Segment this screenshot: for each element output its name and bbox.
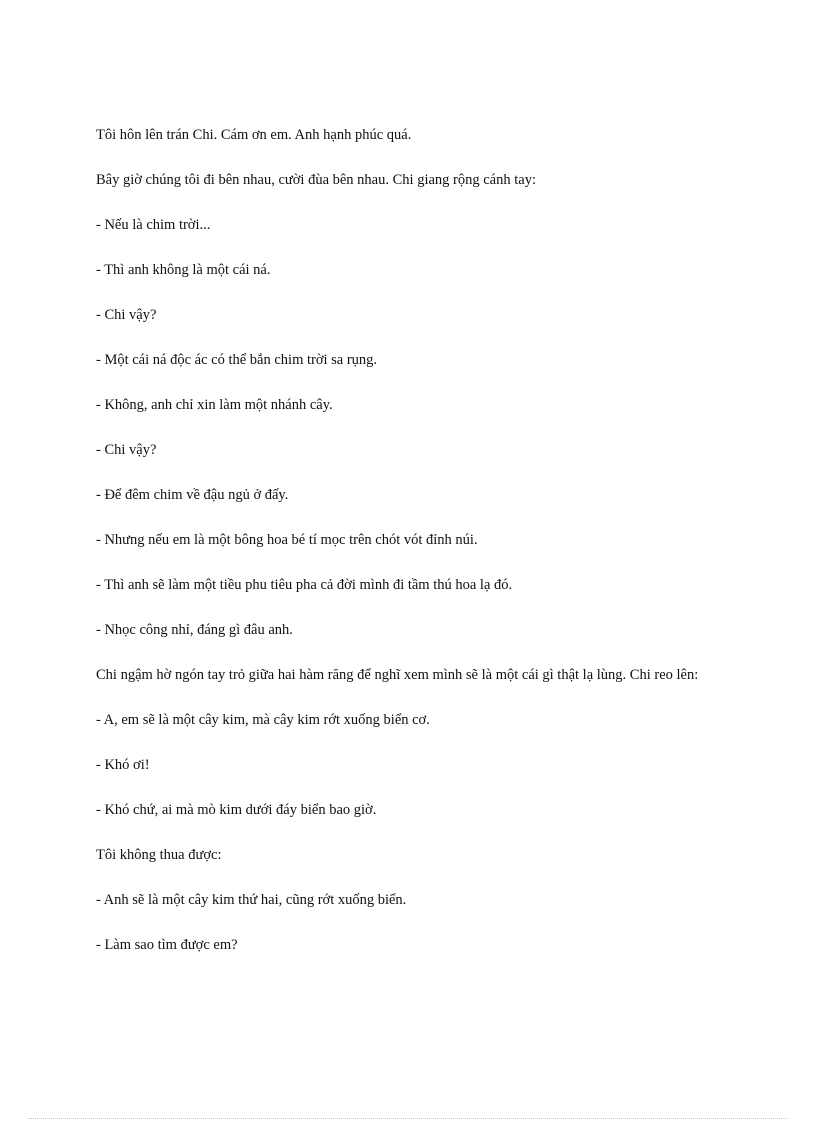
dialogue-line: - Khó chứ, ai mà mò kim dưới đáy biển bao giờ.	[96, 802, 377, 818]
dialogue-line: - Làm sao tìm được em?	[96, 937, 238, 953]
dialogue-line: - Nhưng nếu em là một bông hoa bé tí mọc trên chót vót đỉnh núi.	[96, 532, 478, 548]
paragraph: Bây giờ chúng tôi đi bên nhau, cười đùa bên nhau. Chi giang rộng cánh tay:	[96, 172, 536, 188]
page-bottom-divider	[28, 1118, 788, 1119]
dialogue-line: - Nhọc công nhỉ, đáng gì đâu anh.	[96, 622, 293, 638]
document-body	[96, 124, 712, 979]
dialogue-line: - Nếu là chim trời...	[96, 217, 211, 233]
dialogue-line: - Chi vậy?	[96, 442, 157, 458]
paragraph: Tôi hôn lên trán Chi. Cám ơn em. Anh hạnh phúc quá.	[96, 127, 412, 143]
dialogue-line: - Thì anh sẽ làm một tiều phu tiêu pha cả đời mình đi tầm thú hoa lạ đó.	[96, 577, 513, 593]
dialogue-line: - Anh sẽ là một cây kim thứ hai, cũng rớt xuống biển.	[96, 892, 407, 908]
dialogue-line: - Một cái ná độc ác có thể bắn chim trời sa rụng.	[96, 352, 378, 368]
dialogue-line: - A, em sẽ là một cây kim, mà cây kim rớt xuống biển cơ.	[96, 712, 430, 728]
paragraph: Tôi không thua được:	[96, 847, 222, 863]
dialogue-line: - Thì anh không là một cái ná.	[96, 262, 271, 278]
dialogue-line: - Không, anh chỉ xin làm một nhánh cây.	[96, 397, 333, 413]
dialogue-line: - Chi vậy?	[96, 307, 157, 323]
paragraph: Chi ngậm hờ ngón tay trỏ giữa hai hàm răng để nghĩ xem mình sẽ là một cái gì thật lạ lùng. Chi reo lên:	[96, 667, 699, 683]
dialogue-line: - Khó ơi!	[96, 757, 150, 773]
dialogue-line: - Để đêm chim về đậu ngủ ở đấy.	[96, 487, 289, 503]
